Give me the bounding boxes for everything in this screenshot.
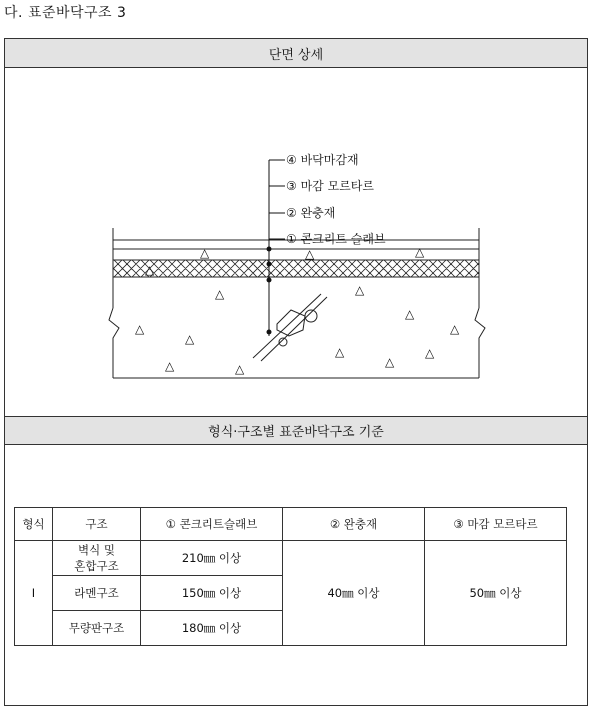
layer-label-mortar: ③ 마감 모르타르 — [286, 179, 374, 193]
layer-label-cushion: ② 완충재 — [286, 206, 336, 220]
standards-header: 형식·구조별 표준바닥구조 기준 — [5, 416, 587, 445]
svg-text:△: △ — [450, 322, 460, 336]
svg-text:△: △ — [385, 355, 395, 369]
svg-text:△: △ — [215, 287, 225, 301]
svg-text:△: △ — [355, 283, 365, 297]
slab-cell: 150㎜ 이상 — [141, 576, 283, 611]
col-header-cushion: ② 완충재 — [283, 508, 425, 541]
col-header-mortar: ③ 마감 모르타르 — [425, 508, 567, 541]
svg-text:△: △ — [415, 245, 425, 259]
slab-cell: 210㎜ 이상 — [141, 541, 283, 576]
layer-label-finish: ④ 바닥마감재 — [286, 153, 359, 167]
col-header-structure: 구조 — [53, 508, 141, 541]
document-title: 다. 표준바닥구조 3 — [4, 5, 127, 21]
mortar-cell: 50㎜ 이상 — [425, 541, 567, 646]
svg-text:△: △ — [425, 346, 435, 360]
section-detail-header: 단면 상세 — [5, 39, 587, 68]
svg-text:△: △ — [235, 362, 245, 376]
structure-cell — [53, 541, 141, 576]
col-header-slab: ① 콘크리트슬래브 — [141, 508, 283, 541]
col-header-type: 형식 — [15, 508, 53, 541]
svg-text:△: △ — [145, 263, 155, 277]
table-header-row — [15, 508, 567, 541]
svg-text:△: △ — [135, 322, 145, 336]
slab-cell: 180㎜ 이상 — [141, 611, 283, 646]
structure-line: 벽식 및 — [78, 543, 115, 557]
structure-cell: 무량판구조 — [53, 611, 141, 646]
svg-text:△: △ — [165, 359, 175, 373]
type-cell: Ⅰ — [15, 541, 53, 646]
layer-leader — [269, 160, 285, 336]
standard-floor-table — [14, 507, 567, 646]
floor-section-drawing — [5, 68, 587, 416]
structure-cell: 라멘구조 — [53, 576, 141, 611]
svg-text:△: △ — [185, 332, 195, 346]
content-frame — [4, 38, 588, 706]
table-row — [15, 541, 567, 576]
svg-text:△: △ — [405, 307, 415, 321]
cushion-cell: 40㎜ 이상 — [283, 541, 425, 646]
svg-text:△: △ — [335, 345, 345, 359]
svg-text:△: △ — [305, 247, 315, 261]
layer-label-slab: ① 콘크리트 슬래브 — [286, 232, 386, 246]
svg-text:△: △ — [200, 246, 210, 260]
cushion-layer-hatch — [105, 260, 500, 277]
structure-line: 혼합구조 — [74, 559, 119, 573]
